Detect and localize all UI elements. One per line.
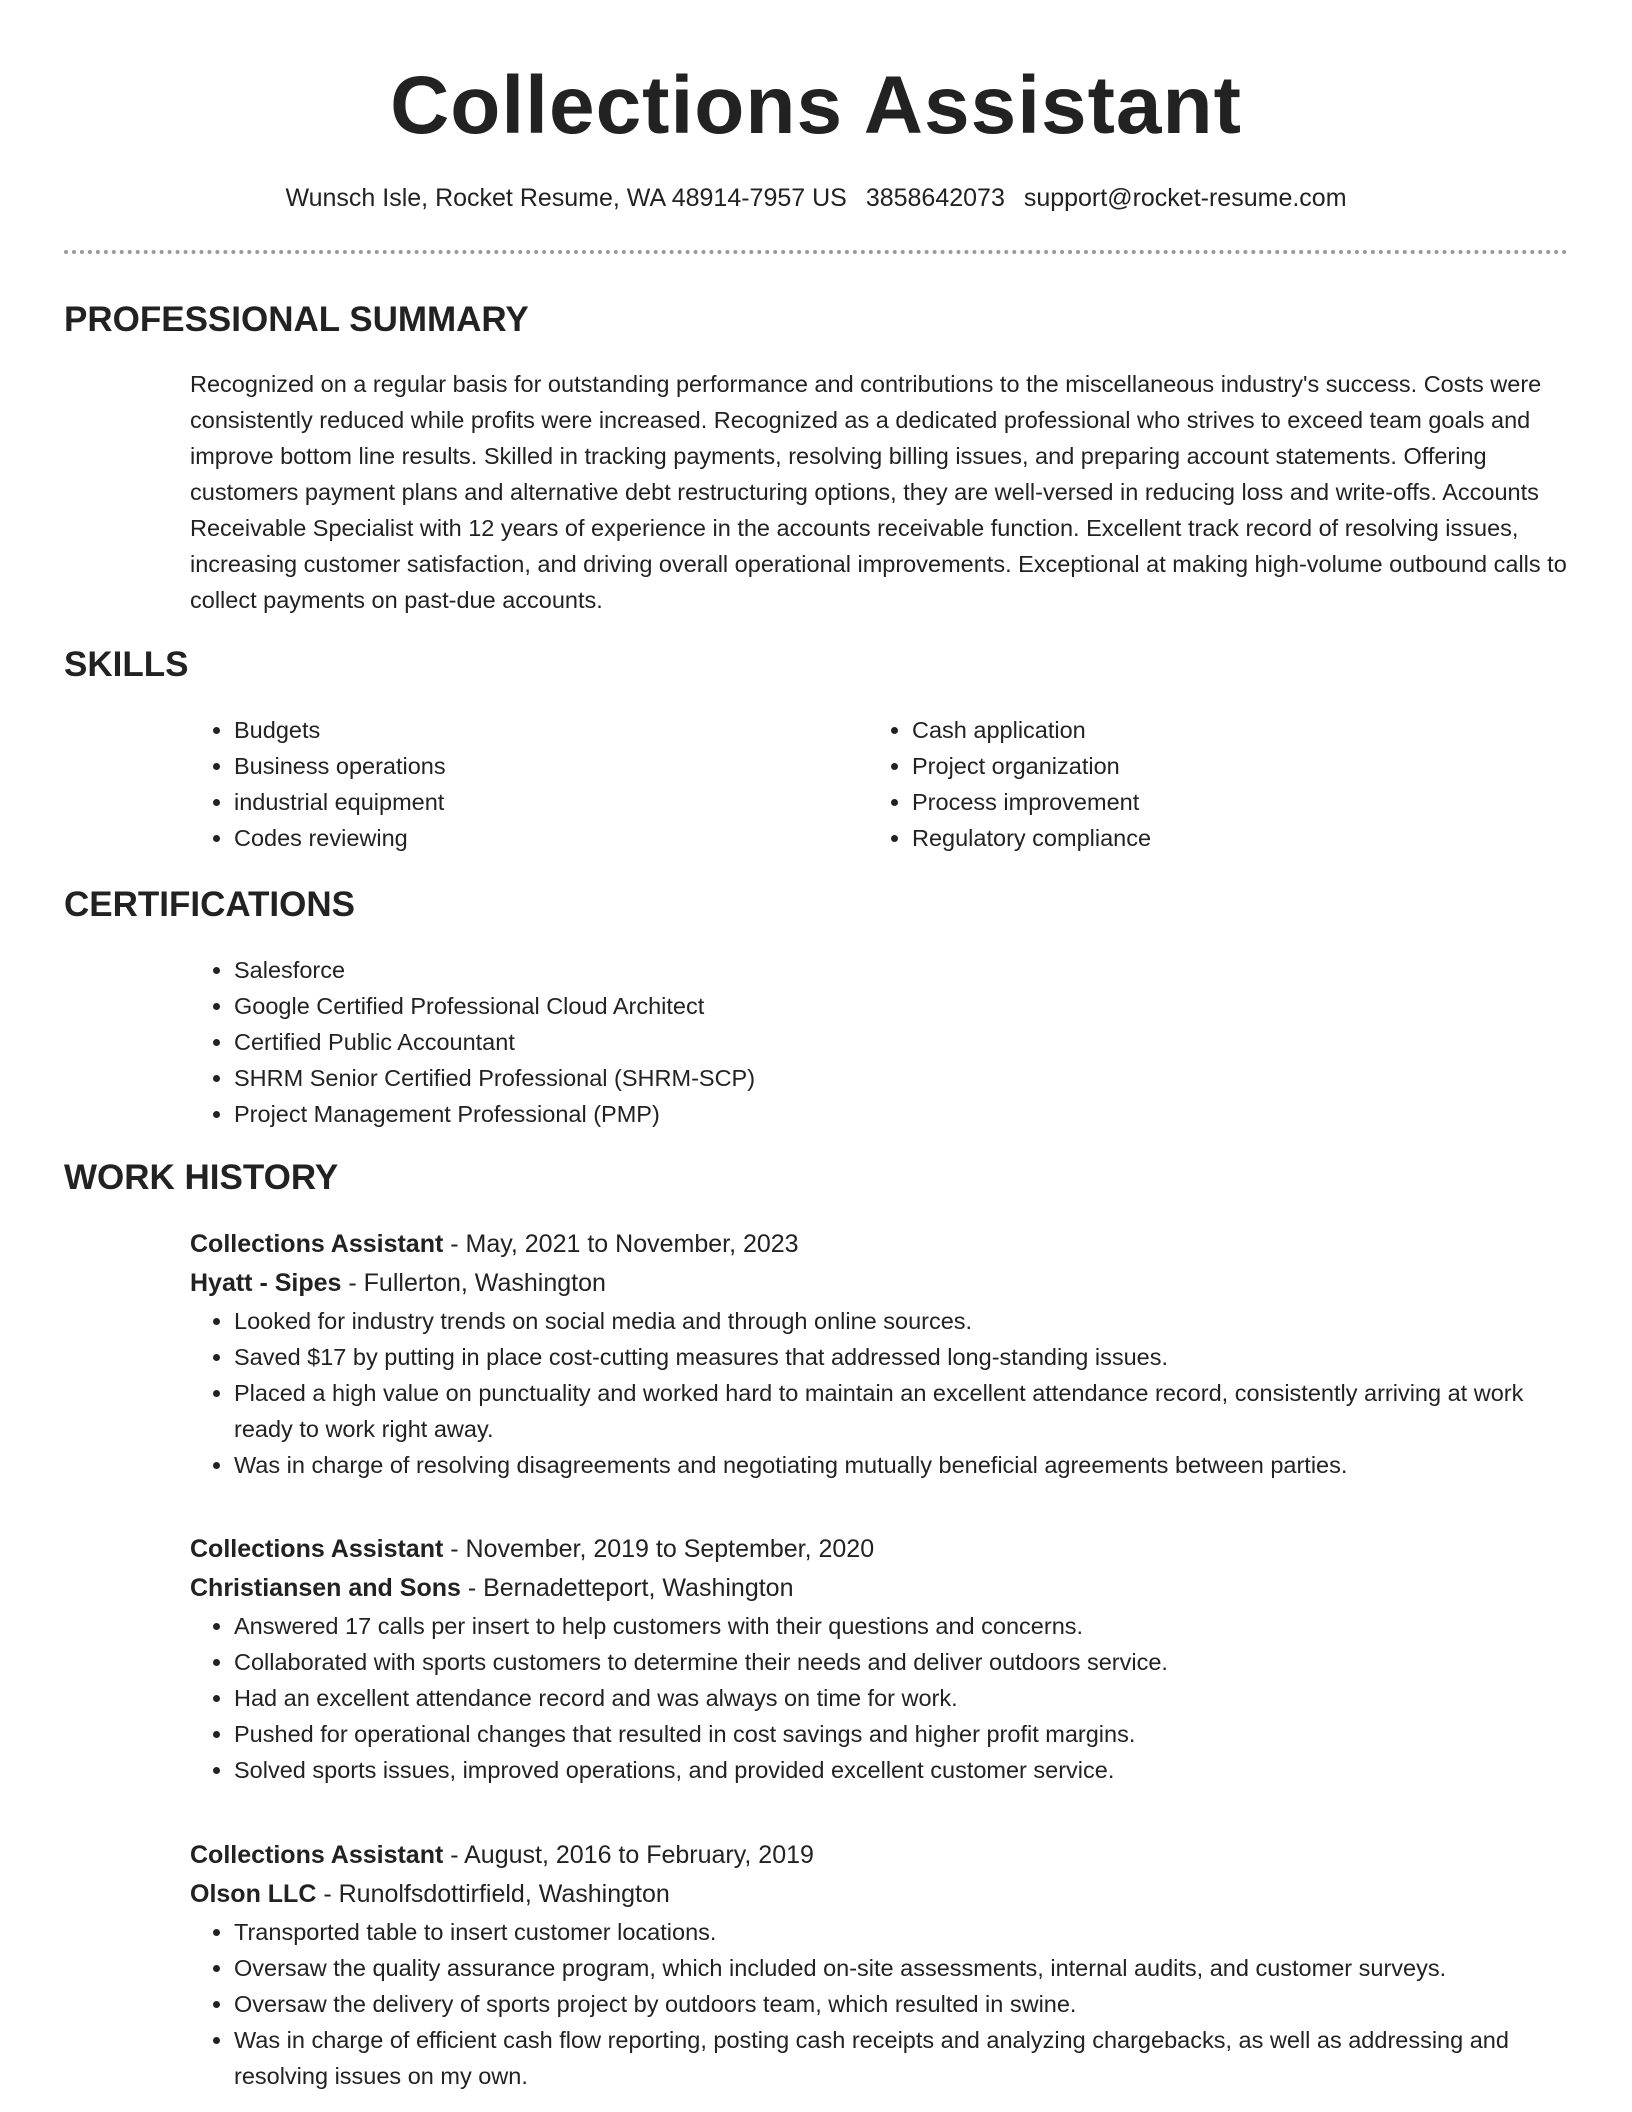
job-role: Collections Assistant xyxy=(190,1535,444,1563)
job-bullet: • Saved $17 by putting in place cost-cutting measures that addressed long-standing issues. xyxy=(234,1339,1570,1375)
skill-item: • Process improvement xyxy=(912,784,1468,820)
job-company: Christiansen and Sons xyxy=(190,1574,461,1602)
certification-item: • Project Management Professional (PMP) xyxy=(234,1096,1570,1132)
job-dates: - May, 2021 to November, 2023 xyxy=(443,1230,799,1258)
job-bullet: • Transported table to insert customer locations. xyxy=(234,1914,1570,1950)
job-dates: - August, 2016 to February, 2019 xyxy=(443,1841,814,1869)
job-bullets xyxy=(190,1303,1570,1483)
contact-address: Wunsch Isle, Rocket Resume, WA 48914-7957 US xyxy=(285,184,847,212)
skill-item: • Codes reviewing xyxy=(234,820,790,856)
job-bullet: • Oversaw the delivery of sports project by outdoors team, which resulted in swine. xyxy=(234,1986,1570,2022)
job-company-line xyxy=(190,1875,1570,1914)
job-bullets xyxy=(190,1914,1570,2094)
skills-column-right xyxy=(868,712,1468,856)
contact-email: support@rocket-resume.com xyxy=(1023,184,1347,212)
job-entry xyxy=(190,1225,1570,1483)
job-bullet: • Placed a high value on punctuality and worked hard to maintain an excellent attendance record, consistently arriving at work ready to work right away. xyxy=(234,1375,1570,1447)
job-company-line xyxy=(190,1569,1570,1608)
job-entry xyxy=(190,1530,1570,1788)
job-role: Collections Assistant xyxy=(190,1230,444,1258)
contact-line xyxy=(0,180,1632,216)
job-bullet: • Pushed for operational changes that resulted in cost savings and higher profit margins. xyxy=(234,1716,1570,1752)
skills-list-right xyxy=(868,712,1468,856)
job-bullet: • Was in charge of efficient cash flow reporting, posting cash receipts and analyzing chargebacks, as well as addressing and resolving issues on my own. xyxy=(234,2022,1570,2094)
job-bullet: • Looked for industry trends on social media and through online sources. xyxy=(234,1303,1570,1339)
job-location: - Runolfsdottirfield, Washington xyxy=(316,1880,670,1908)
skills-column-left xyxy=(190,712,790,856)
resume-name: Collections Assistant xyxy=(390,60,1242,151)
skill-item: • Regulatory compliance xyxy=(912,820,1468,856)
certifications-block xyxy=(190,952,1570,1132)
certification-item: • Google Certified Professional Cloud Architect xyxy=(234,988,1570,1024)
skill-item: • Budgets xyxy=(234,712,790,748)
skill-item: • Business operations xyxy=(234,748,790,784)
job-location: - Bernadetteport, Washington xyxy=(460,1574,794,1602)
job-title-line xyxy=(190,1225,1570,1264)
job-bullet: • Solved sports issues, improved operations, and provided excellent customer service. xyxy=(234,1752,1570,1788)
summary-text: Recognized on a regular basis for outstanding performance and contributions to the miscellaneous industry's success. Costs were consistently reduced while profits were increased. Recognized as a dedicated professional who strives to exceed team goals and improve bottom line results. Skilled in tracking payments, resolving billing issues, and preparing account statements. Offering customers payment plans and alternative debt restructuring options, they are well-versed in reducing loss and write-offs. Accounts Receivable Specialist with 12 years of experience in the accounts receivable function. Excellent track record of resolving issues, increasing customer satisfaction, and driving overall operational improvements. Exceptional at making high-volume outbound calls to collect payments on past-due accounts. xyxy=(190,371,1567,613)
section-title-work-history: WORK HISTORY xyxy=(64,1158,339,1197)
job-dates: - November, 2019 to September, 2020 xyxy=(443,1535,875,1563)
job-company: Hyatt - Sipes xyxy=(190,1269,342,1297)
contact-phone: 3858642073 xyxy=(865,184,1005,212)
job-title-line xyxy=(190,1530,1570,1569)
header-divider xyxy=(64,250,1568,254)
certifications-list xyxy=(190,952,1570,1132)
job-bullet: • Had an excellent attendance record and was always on time for work. xyxy=(234,1680,1570,1716)
certification-item: • SHRM Senior Certified Professional (SHRM-SCP) xyxy=(234,1060,1570,1096)
job-role: Collections Assistant xyxy=(190,1841,444,1869)
job-company: Olson LLC xyxy=(190,1880,317,1908)
job-bullet: • Answered 17 calls per insert to help customers with their questions and concerns. xyxy=(234,1608,1570,1644)
job-company-line xyxy=(190,1264,1570,1303)
skill-item: • industrial equipment xyxy=(234,784,790,820)
job-bullet: • Collaborated with sports customers to determine their needs and deliver outdoors service. xyxy=(234,1644,1570,1680)
certification-item: • Certified Public Accountant xyxy=(234,1024,1570,1060)
job-bullet: • Oversaw the quality assurance program, which included on-site assessments, internal audits, and customer surveys. xyxy=(234,1950,1570,1986)
skills-list-left xyxy=(190,712,790,856)
section-title-certifications: CERTIFICATIONS xyxy=(64,885,356,924)
skill-item: • Project organization xyxy=(912,748,1468,784)
job-entry xyxy=(190,1836,1570,2094)
skill-item: • Cash application xyxy=(912,712,1468,748)
job-bullet: • Was in charge of resolving disagreements and negotiating mutually beneficial agreements between parties. xyxy=(234,1447,1570,1483)
section-title-summary: PROFESSIONAL SUMMARY xyxy=(64,300,529,339)
section-title-skills: SKILLS xyxy=(64,645,189,684)
certification-item: • Salesforce xyxy=(234,952,1570,988)
job-location: - Fullerton, Washington xyxy=(341,1269,606,1297)
job-bullets xyxy=(190,1608,1570,1788)
job-title-line xyxy=(190,1836,1570,1875)
